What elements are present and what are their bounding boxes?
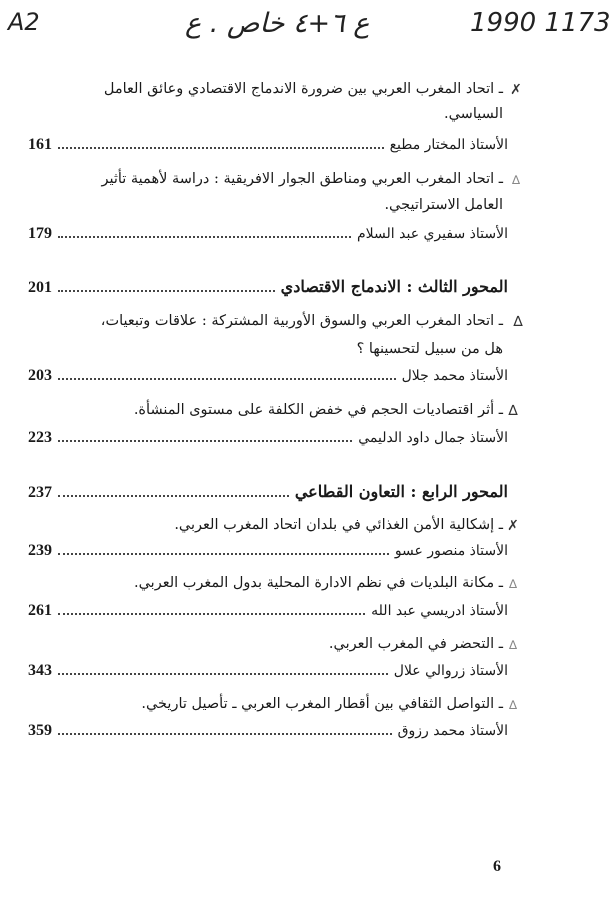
leader-dots bbox=[58, 612, 365, 615]
entry-title-line: هل من سبيل لتحسينها ؟ bbox=[356, 341, 503, 357]
entry-page-number: 261 bbox=[28, 602, 52, 619]
leader-dots bbox=[58, 235, 351, 238]
entry-author-row bbox=[28, 722, 508, 740]
entry-author-row bbox=[28, 602, 508, 620]
entry-check-mark: ∆ bbox=[511, 173, 521, 187]
entry-author-row bbox=[28, 429, 508, 447]
entry-title-line: ـ التحضر في المغرب العربي. bbox=[328, 636, 503, 652]
entry-check-mark: ✗ bbox=[507, 518, 519, 534]
entry-author: الأستاذ محمد رزوق bbox=[397, 723, 508, 739]
handwritten-classification: ع ٦+٤ خاص . ع bbox=[185, 8, 370, 39]
handwritten-accession-number: 1990 1173 bbox=[470, 8, 611, 38]
leader-dots bbox=[58, 552, 389, 555]
entry-title-line: السياسي. bbox=[443, 106, 503, 122]
page-number: 6 bbox=[493, 858, 501, 875]
entry-title-line: ـ أثر اقتصاديات الحجم في خفض الكلفة على مستوى المنشأة. bbox=[133, 402, 503, 418]
section-title: المحور الثالث : الاندماج الاقتصادي bbox=[280, 277, 508, 296]
entry-author-row bbox=[28, 662, 508, 680]
leader-dots bbox=[58, 672, 388, 675]
entry-page-number: 343 bbox=[28, 662, 52, 679]
entry-author-row bbox=[28, 225, 508, 243]
entry-author-row bbox=[28, 367, 508, 385]
entry-author: الأستاذ جمال داود الدليمي bbox=[358, 430, 508, 446]
entry-check-mark: ∆ bbox=[508, 638, 518, 652]
leader-dots bbox=[58, 494, 289, 497]
entry-author-row bbox=[28, 136, 508, 154]
leader-dots bbox=[58, 732, 392, 735]
entry-check-mark: ∆ bbox=[508, 698, 518, 712]
entry-page-number: 161 bbox=[28, 136, 52, 153]
entry-title-line: ـ مكانة البلديات في نظم الادارة المحلية بدول المغرب العربي. bbox=[133, 575, 503, 591]
entry-check-mark: ∆ bbox=[508, 577, 518, 591]
entry-page-number: 239 bbox=[28, 542, 52, 559]
entry-check-mark: ✗ bbox=[510, 82, 522, 98]
entry-author: الأستاذ منصور عسو bbox=[394, 543, 508, 559]
entry-author: الأستاذ المختار مطيع bbox=[389, 137, 508, 153]
leader-dots bbox=[58, 146, 384, 149]
entry-author: الأستاذ محمد جلال bbox=[401, 368, 508, 384]
entry-check-mark: ∆ bbox=[508, 403, 518, 419]
leader-dots bbox=[58, 377, 396, 380]
entry-title-line: ـ اتحاد المغرب العربي ومناطق الجوار الافريقية : دراسة لأهمية تأثير bbox=[101, 171, 503, 187]
entry-author-row bbox=[28, 542, 508, 560]
entry-author: الأستاذ سفيري عبد السلام bbox=[357, 226, 508, 242]
section-page-number: 237 bbox=[28, 484, 52, 501]
section-heading-row bbox=[28, 277, 508, 297]
entry-title-line: ـ اتحاد المغرب العربي بين ضرورة الاندماج الاقتصادي وعائق العامل bbox=[103, 81, 503, 97]
entry-author: الأستاذ زروالي علال bbox=[393, 663, 508, 679]
handwritten-shelf-mark: A2 bbox=[8, 8, 40, 36]
entry-title-line: ـ إشكالية الأمن الغذائي في بلدان اتحاد المغرب العربي. bbox=[174, 517, 503, 533]
leader-dots bbox=[58, 289, 275, 292]
section-title: المحور الرابع : التعاون القطاعي bbox=[294, 482, 508, 501]
leader-dots bbox=[58, 439, 352, 442]
entry-title-line: ـ اتحاد المغرب العربي والسوق الأوربية المشتركة : علاقات وتبعيات، bbox=[100, 313, 503, 329]
entry-page-number: 359 bbox=[28, 722, 52, 739]
entry-title-line: ـ التواصل الثقافي بين أقطار المغرب العربي ـ تأصيل تاريخي. bbox=[141, 696, 503, 712]
entry-title-line: العامل الاستراتيجي. bbox=[384, 197, 503, 213]
entry-page-number: 203 bbox=[28, 367, 52, 384]
entry-page-number: 223 bbox=[28, 429, 52, 446]
entry-check-mark: ∆ bbox=[513, 314, 523, 330]
section-heading-row bbox=[28, 482, 508, 502]
entry-author: الأستاذ ادريسي عبد الله bbox=[371, 603, 508, 619]
section-page-number: 201 bbox=[28, 279, 52, 296]
entry-page-number: 179 bbox=[28, 225, 52, 242]
